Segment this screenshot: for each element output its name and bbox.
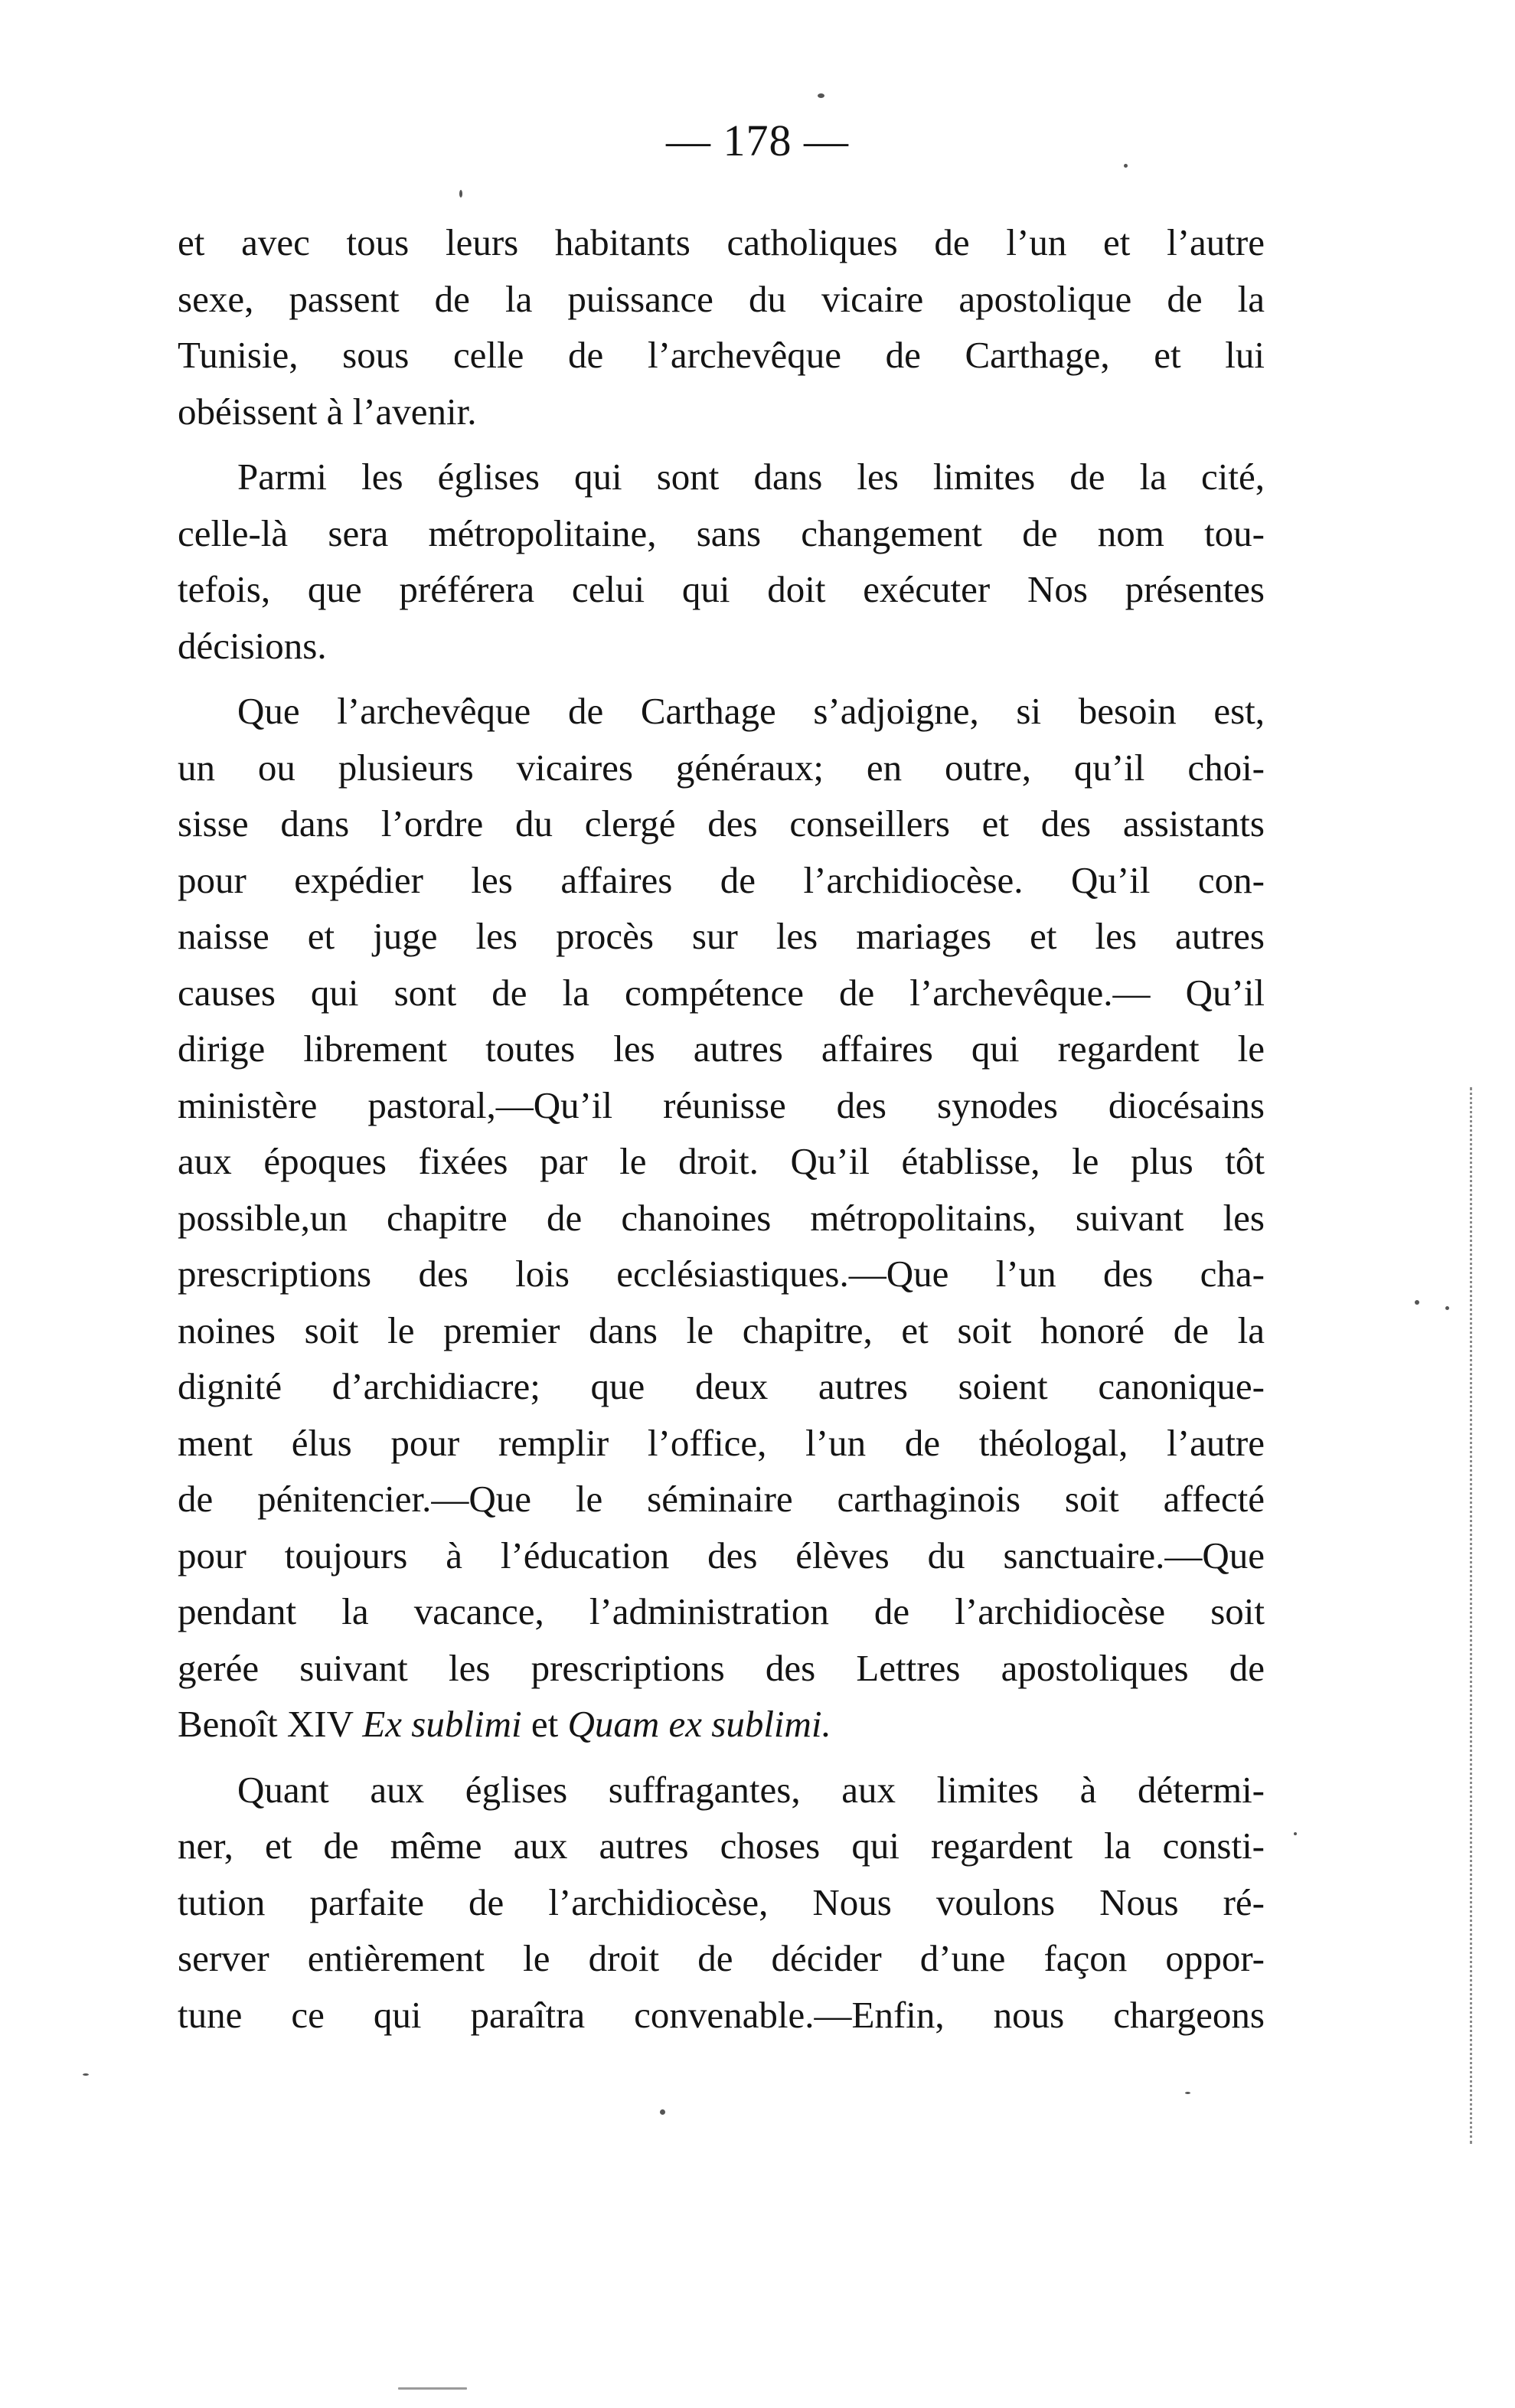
text-line: server entièrement le droit de décider d’une façon oppor- (178, 1937, 1265, 1979)
text-line: possible,un chapitre de chanoines métropolitains, suivant les (178, 1196, 1265, 1239)
text-line: un ou plusieurs vicaires généraux; en outre, qu’il choi- (178, 746, 1265, 789)
text-line: Quant aux églises suffragantes, aux limites à détermi- (237, 1768, 1265, 1811)
text-line: sexe, passent de la puissance du vicaire apostolique de la (178, 277, 1265, 320)
text-line-final (178, 1696, 1265, 1753)
paragraph-2 (178, 449, 1265, 674)
paragraph-1 (178, 214, 1265, 439)
page-number: — 178 — (666, 116, 849, 165)
latin-title: Quam ex sublimi. (567, 1703, 831, 1745)
scan-speck (660, 2109, 665, 2115)
text-line: Tunisie, sous celle de l’archevêque de Carthage, et lui (178, 334, 1265, 376)
text-line: tution parfaite de l’archidiocèse, Nous voulons Nous ré- (178, 1880, 1265, 1923)
text-line: gerée suivant les prescriptions des Lettres apostoliques de (178, 1646, 1265, 1689)
scan-speck (83, 2073, 89, 2076)
paragraph-3 (178, 683, 1265, 1753)
body-text (178, 214, 1265, 2043)
text-line: ministère pastoral,—Qu’il réunisse des synodes diocésains (178, 1083, 1265, 1126)
text-line: décisions. (178, 624, 327, 667)
text-line: et avec tous leurs habitants catholiques de l’un et l’autre (178, 221, 1265, 263)
scan-speck (1445, 1306, 1449, 1310)
text-line: aux époques fixées par le droit. Qu’il établisse, le plus tôt (178, 1140, 1265, 1182)
text-line: celle-là sera métropolitaine, sans changement de nom tou- (178, 511, 1265, 554)
scan-speck (1124, 164, 1128, 168)
scan-speck (1185, 2092, 1190, 2094)
text-line: tune ce qui paraîtra convenable.—Enfin, nous chargeons (178, 1993, 1265, 2036)
text-line: dirige librement toutes les autres affaires qui regardent le (178, 1028, 1265, 1070)
latin-title: Ex sublimi (362, 1703, 522, 1745)
text-line: naisse et juge les procès sur les mariages et les autres (178, 915, 1265, 957)
text-line: pendant la vacance, l’administration de l’archidiocèse soit (178, 1590, 1265, 1632)
text-line: prescriptions des lois ecclésiastiques.—Que l’un des cha- (178, 1253, 1265, 1295)
text-line: de pénitencier.—Que le séminaire carthaginois soit affecté (178, 1478, 1265, 1520)
text-line: noines soit le premier dans le chapitre, et soit honoré de la (178, 1309, 1265, 1351)
text-line: dignité d’archidiacre; que deux autres soient canonique- (178, 1365, 1265, 1407)
scan-speck (459, 190, 462, 198)
text-line: tefois, que préférera celui qui doit exécuter Nos présentes (178, 568, 1265, 610)
scan-speck (818, 93, 824, 98)
text-run: Benoît XIV (178, 1703, 363, 1745)
scan-margin-artifact (1470, 1087, 1472, 2144)
text-line: ment élus pour remplir l’office, l’un de théologal, l’autre (178, 1421, 1265, 1464)
text-run: et (521, 1703, 568, 1745)
scan-speck (398, 2387, 467, 2390)
text-line: causes qui sont de la compétence de l’archevêque.— Qu’il (178, 971, 1265, 1014)
scan-speck (1415, 1300, 1419, 1305)
paragraph-4 (178, 1762, 1265, 2044)
text-line: obéissent à l’avenir. (178, 390, 477, 433)
text-line: Parmi les églises qui sont dans les limites de la cité, (237, 456, 1265, 498)
text-line: pour toujours à l’éducation des élèves du sanctuaire.—Que (178, 1534, 1265, 1576)
text-line: pour expédier les affaires de l’archidiocèse. Qu’il con- (178, 858, 1265, 901)
text-line: Que l’archevêque de Carthage s’adjoigne, si besoin est, (237, 690, 1265, 732)
scan-speck (1294, 1832, 1297, 1835)
text-line: ner, et de même aux autres choses qui regardent la consti- (178, 1825, 1265, 1867)
text-line: sisse dans l’ordre du clergé des conseillers et des assistants (178, 802, 1265, 845)
